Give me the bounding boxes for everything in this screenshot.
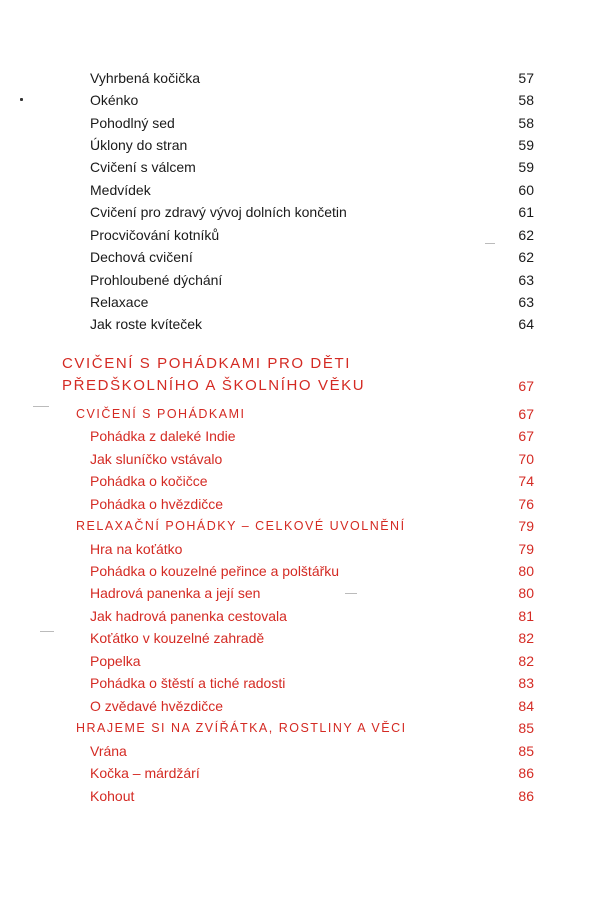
toc-entry-page: 84	[518, 698, 534, 714]
toc-entry-page: 57	[518, 70, 534, 86]
toc-entry-page: 61	[518, 204, 534, 220]
toc-entry-title: Okénko	[90, 92, 139, 108]
scan-mark	[33, 406, 49, 407]
toc-entry-page: 80	[518, 563, 534, 579]
toc-entry-title: Prohloubené dýchání	[90, 272, 223, 288]
toc-entry-page: 76	[518, 496, 534, 512]
toc-entry-page: 85	[518, 743, 534, 759]
toc-entry-page: 63	[518, 272, 534, 288]
toc-entry-title: Hra na koťátko	[90, 541, 183, 557]
toc-entry-title: Kohout	[90, 788, 135, 804]
toc-entry-title: Kočka – márdžárí	[90, 765, 200, 781]
toc-entry-page: 60	[518, 182, 534, 198]
toc-entry-title: Pohádka z daleké Indie	[90, 428, 236, 444]
toc-entry-page: 62	[518, 249, 534, 265]
toc-entry-title: Relaxace	[90, 294, 149, 310]
toc-entry-page: 62	[518, 227, 534, 243]
toc-entry-page: 82	[518, 653, 534, 669]
toc-entry-page: 67	[518, 428, 534, 444]
toc-entry-page: 70	[518, 451, 534, 467]
toc-entry-page: 86	[518, 765, 534, 781]
subsection-heading: HRAJEME SI NA ZVÍŘÁTKA, ROSTLINY A VĚCI	[76, 721, 407, 735]
scan-mark	[40, 631, 54, 632]
toc-entry-title: Hadrová panenka a její sen	[90, 585, 261, 601]
toc-entry-title: Procvičování kotníků	[90, 227, 220, 243]
toc-entry-title: Medvídek	[90, 182, 151, 198]
toc-entry-title: Úklony do stran	[90, 137, 188, 153]
toc-entry-page: 81	[518, 608, 534, 624]
toc-entry-page: 83	[518, 675, 534, 691]
toc-entry-page: 80	[518, 585, 534, 601]
toc-entry-title: O zvědavé hvězdičce	[90, 698, 224, 714]
subsection-page: 85	[518, 720, 534, 736]
toc-entry-page: 63	[518, 294, 534, 310]
toc-entry-title: Vyhrbená kočička	[90, 70, 200, 86]
subsection-page: 67	[518, 406, 534, 422]
toc-entry-page: 79	[518, 541, 534, 557]
scan-mark	[485, 243, 495, 244]
toc-entry-title: Pohádka o štěstí a tiché radosti	[90, 675, 286, 691]
toc-entry-title: Pohádka o kouzelné peřince a polštářku	[90, 563, 340, 579]
toc-entry-title: Koťátko v kouzelné zahradě	[90, 630, 265, 646]
subsection-heading: CVIČENÍ S POHÁDKAMI	[76, 407, 246, 421]
toc-entry-page: 82	[518, 630, 534, 646]
toc-entry-title: Cvičení pro zdravý vývoj dolních končetin	[90, 204, 347, 220]
scan-speck	[20, 98, 23, 101]
chapter-page: 67	[518, 378, 534, 394]
toc-entry-page: 59	[518, 137, 534, 153]
toc-entry-page: 58	[518, 115, 534, 131]
toc-entry-title: Vrána	[90, 743, 127, 759]
toc-entry-page: 74	[518, 473, 534, 489]
toc-entry-page: 64	[518, 316, 534, 332]
toc-entry-title: Pohádka o hvězdičce	[90, 496, 224, 512]
toc-entry-title: Jak hadrová panenka cestovala	[90, 608, 287, 624]
toc-entry-title: Pohádka o kočičce	[90, 473, 208, 489]
toc-entry-title: Jak sluníčko vstávalo	[90, 451, 223, 467]
toc-entry-title: Jak roste kvíteček	[90, 316, 203, 332]
toc-entry-title: Pohodlný sed	[90, 115, 175, 131]
subsection-page: 79	[518, 518, 534, 534]
toc-entry-page: 86	[518, 788, 534, 804]
subsection-heading: RELAXAČNÍ POHÁDKY – CELKOVÉ UVOLNĚNÍ	[76, 519, 406, 533]
toc-entry-title: Popelka	[90, 653, 141, 669]
toc-entry-title: Cvičení s válcem	[90, 159, 196, 175]
toc-entry-page: 58	[518, 92, 534, 108]
chapter-title-line1: CVIČENÍ S POHÁDKAMI PRO DĚTI	[62, 355, 352, 372]
scan-mark	[345, 593, 357, 594]
toc-entry-page: 59	[518, 159, 534, 175]
chapter-title-line2: PŘEDŠKOLNÍHO A ŠKOLNÍHO VĚKU	[62, 377, 366, 394]
toc-entry-title: Dechová cvičení	[90, 249, 193, 265]
